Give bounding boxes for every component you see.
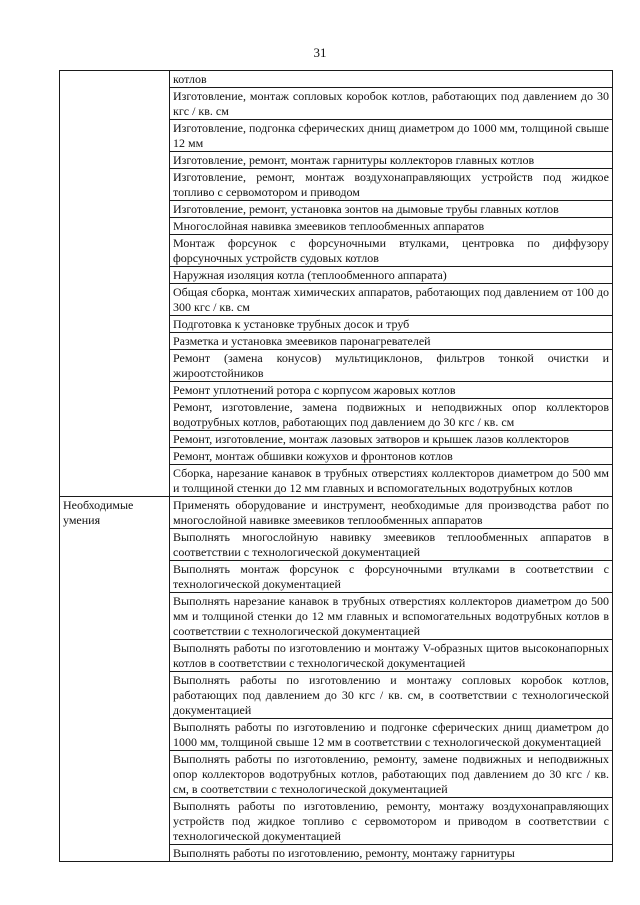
table-row: [60, 71, 613, 88]
skill-item: Выполнять работы по изготовлению, ремонту, замене подвижных и неподвижных опор коллекторов водотрубных котлов, работающих под давлением до 30 кгс / кв. см, в соответствии с технологической документацией: [170, 751, 613, 798]
labor-action-item: Изготовление, ремонт, монтаж гарнитуры коллекторов главных котлов: [170, 152, 613, 169]
table-row: [60, 497, 613, 529]
requirements-table-body: [60, 71, 613, 862]
labor-action-item: Монтаж форсунок с форсуночными втулками, центровка по диффузору форсуночных устройств судовых котлов: [170, 235, 613, 267]
labor-action-item: Ремонт, изготовление, монтаж лазовых затворов и крышек лазов коллекторов: [170, 431, 613, 448]
labor-action-item: Ремонт, изготовление, замена подвижных и неподвижных опор коллекторов водотрубных котлов, работающих под давлением до 30 кгс / кв. см: [170, 399, 613, 431]
labor-action-item: Общая сборка, монтаж химических аппаратов, работающих под давлением от 100 до 300 кгс / кв. см: [170, 284, 613, 316]
section-label-skills: Необходимые умения: [60, 497, 170, 862]
labor-action-item: Ремонт, монтаж обшивки кожухов и фронтонов котлов: [170, 448, 613, 465]
skill-item: Выполнять работы по изготовлению и монтажу сопловых коробок котлов, работающих под давлением до 30 кгс / кв. см, в соответствии с технологической документацией: [170, 672, 613, 719]
skill-item: Выполнять работы по изготовлению и подгонке сферических днищ диаметром до 1000 мм, толщиной свыше 12 мм в соответствии с технологической документацией: [170, 719, 613, 751]
skill-item: Применять оборудование и инструмент, необходимые для производства работ по многослойной навивке змеевиков теплообменных аппаратов: [170, 497, 613, 529]
labor-action-item: Сборка, нарезание канавок в трубных отверстиях коллекторов диаметром до 500 мм и толщиной стенки до 12 мм главных и вспомогательных водотрубных котлов: [170, 465, 613, 497]
labor-action-item: Изготовление, ремонт, монтаж воздухонаправляющих устройств под жидкое топливо с сервомотором и приводом: [170, 169, 613, 201]
labor-action-item: Подготовка к установке трубных досок и труб: [170, 316, 613, 333]
skill-item: Выполнять монтаж форсунок с форсуночными втулками в соответствии с технологической документацией: [170, 561, 613, 593]
page-number: 31: [313, 45, 327, 60]
labor-action-item: Изготовление, ремонт, установка зонтов на дымовые трубы главных котлов: [170, 201, 613, 218]
skill-item: Выполнять работы по изготовлению, ремонту, монтажу воздухонаправляющих устройств под жидкое топливо с сервомотором и приводом в соответствии с технологической документацией: [170, 798, 613, 845]
section-label-cell-continued: [60, 71, 170, 497]
skill-item: Выполнять нарезание канавок в трубных отверстиях коллекторов диаметром до 500 мм и толщиной стенки до 12 мм главных и вспомогательных водотрубных котлов в соответствии с технологической документацией: [170, 593, 613, 640]
labor-action-item: Ремонт (замена конусов) мультициклонов, фильтров тонкой очистки и жироотстойников: [170, 350, 613, 382]
labor-action-item: Ремонт уплотнений ротора с корпусом жаровых котлов: [170, 382, 613, 399]
labor-action-item: Изготовление, монтаж сопловых коробок котлов, работающих под давлением до 30 кгс / кв. см: [170, 88, 613, 120]
labor-action-item: котлов: [170, 71, 613, 88]
skill-item: Выполнять работы по изготовлению и монтажу V-образных щитов высоконапорных котлов в соответствии с технологической документацией: [170, 640, 613, 672]
requirements-table: [59, 70, 613, 862]
labor-action-item: Изготовление, подгонка сферических днищ диаметром до 1000 мм, толщиной свыше 12 мм: [170, 120, 613, 152]
labor-action-item: Многослойная навивка змеевиков теплообменных аппаратов: [170, 218, 613, 235]
labor-action-item: Наружная изоляция котла (теплообменного аппарата): [170, 267, 613, 284]
skill-item: Выполнять работы по изготовлению, ремонту, монтажу гарнитуры: [170, 845, 613, 862]
labor-action-item: Разметка и установка змеевиков паронагревателей: [170, 333, 613, 350]
skill-item: Выполнять многослойную навивку змеевиков теплообменных аппаратов в соответствии с технологической документацией: [170, 529, 613, 561]
